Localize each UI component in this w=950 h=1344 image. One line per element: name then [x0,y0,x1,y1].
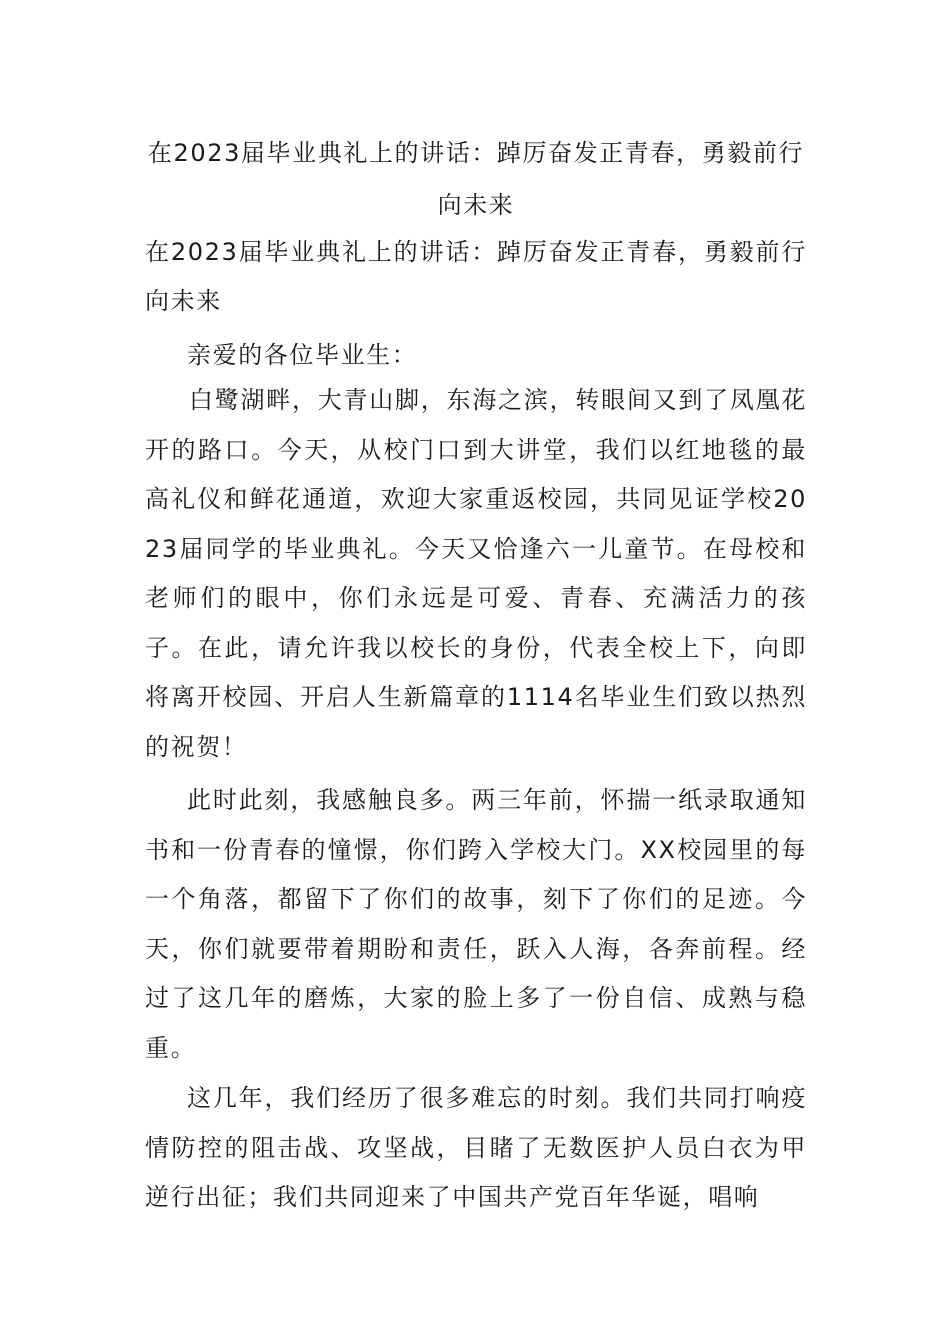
paragraph-3: 这几年，我们经历了很多难忘的时刻。我们共同打响疫情防控的阻击战、攻坚战，目睹了无数医护人员白衣为甲逆行出征；我们共同迎来了中国共产党百年华诞，唱响 [145,1084,807,1211]
document-title: 在2023届毕业典礼上的讲话：踔厉奋发正青春，勇毅前行向未来 [147,139,805,219]
paragraph-2: 此时此刻，我感触良多。两三年前，怀揣一纸录取通知书和一份青春的憧憬，你们跨入学校大门。XX校园里的每一个角落，都留下了你们的故事，刻下了你们的足迹。今天，你们就要带着期盼和责任，跃入人海，各奔前程。经过了这几年的磨炼，大家的脸上多了一份自信、成熟与稳重。 [145,786,807,1062]
salutation: 亲爱的各位毕业生： [187,341,418,369]
document-subtitle: 在2023届毕业典礼上的讲话：踔厉奋发正青春，勇毅前行向未来 [145,238,807,315]
paragraph-1: 白鹭湖畔，大青山脚，东海之滨，转眼间又到了凤凰花开的路口。今天，从校门口到大讲堂，我们以红地毯的最高礼仪和鲜花通道，欢迎大家重返校园，共同见证学校2023届同学的毕业典礼。今天又恰逢六一儿童节。在母校和老师们的眼中，你们永远是可爱、青春、充满活力的孩子。在此，请允许我以校长的身份，代表全校上下，向即将离开校园、开启人生新篇章的1114名毕业生们致以热烈的祝贺！ [145,386,807,761]
